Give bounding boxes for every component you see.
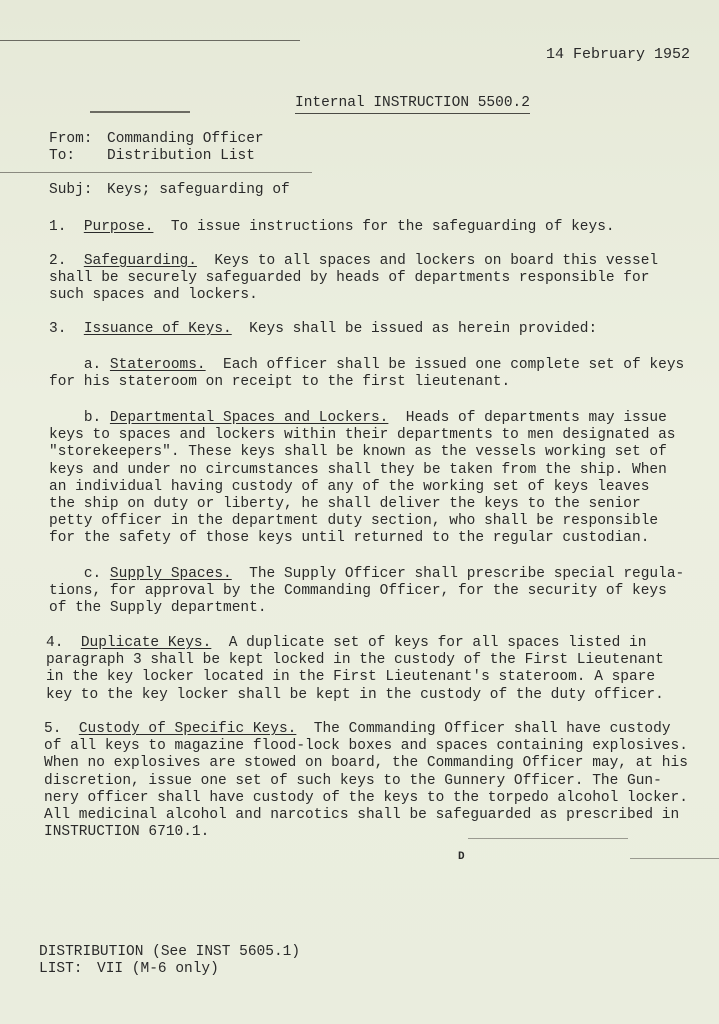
section-number: 4. — [46, 635, 64, 651]
from-line — [49, 131, 264, 148]
subsection-supply — [49, 566, 684, 618]
section-text: nery officer shall have custody of the keys to the torpedo alcohol locker. — [44, 789, 688, 806]
section-text: paragraph 3 shall be kept locked in the custody of the First Lieutenant — [46, 652, 664, 669]
section-text: key to the key locker shall be kept in the custody of the duty officer. — [46, 686, 664, 703]
section-safeguarding — [49, 253, 658, 305]
section-heading: Custody of Specific Keys. — [78, 721, 297, 737]
section-text: To issue instructions for the safeguarding of keys. — [170, 219, 615, 235]
lower-rule — [468, 838, 628, 839]
section-text: INSTRUCTION 6710.1. — [44, 824, 210, 841]
section-number: 1. — [49, 219, 67, 235]
subsection-heading: Staterooms. — [109, 357, 206, 373]
subsection-heading: Supply Spaces. — [109, 566, 232, 582]
section-number: 5. — [44, 721, 62, 737]
lower-right-rule — [630, 858, 719, 859]
subsection-text: the ship on duty or liberty, he shall deliver the keys to the senior — [49, 496, 641, 513]
list-value: VII (M-6 only) — [97, 961, 219, 977]
section-text: in the key locker located in the First Lieutenant's stateroom. A spare — [46, 669, 656, 686]
subsection-heading: Departmental Spaces and Lockers. — [109, 410, 389, 426]
to-value: Distribution List — [107, 148, 255, 164]
section-number: 2. — [49, 253, 67, 269]
subject-label: Subj: — [49, 182, 93, 198]
section-heading: Purpose. — [83, 219, 154, 235]
top-rule — [0, 40, 300, 41]
subject-value: Keys; safeguarding of — [107, 182, 290, 198]
section-text: such spaces and lockers. — [49, 287, 258, 304]
section-text: discretion, issue one set of such keys to the Gunnery Officer. The Gun- — [44, 772, 662, 789]
subsection-text: of the Supply department. — [49, 600, 267, 617]
document-date: 14 February 1952 — [546, 46, 691, 63]
subsection-text: keys to spaces and lockers within their departments to men designated as — [49, 427, 676, 444]
section-text: Keys shall be issued as herein provided: — [249, 321, 598, 337]
section-purpose — [49, 219, 615, 236]
section-text: of all keys to magazine flood-lock boxes and spaces containing explosives. — [44, 738, 688, 755]
from-value: Commanding Officer — [107, 131, 264, 147]
section-heading: Issuance of Keys. — [83, 321, 232, 337]
section-text: A duplicate set of keys for all spaces listed in — [228, 635, 647, 651]
section-custody — [44, 721, 688, 841]
subsection-text: tions, for approval by the Commanding Officer, for the security of keys — [49, 583, 667, 600]
subsection-text: keys and under no circumstances shall they be taken from the ship. When — [49, 461, 667, 478]
subsection-letter: a. — [83, 357, 102, 373]
section-heading: Duplicate Keys. — [80, 635, 212, 651]
subsection-text: for his stateroom on receipt to the first lieutenant. — [49, 374, 511, 391]
distribution-list-line — [39, 961, 219, 978]
section-duplicate-keys — [46, 635, 664, 704]
section-text: shall be securely safeguarded by heads of departments responsible for — [49, 270, 650, 287]
section-text: When no explosives are stowed on board, the Commanding Officer may, at his — [44, 755, 688, 772]
page-mark: D — [458, 851, 465, 863]
subsection-text: "storekeepers". These keys shall be known as the vessels working set of — [49, 444, 667, 461]
subsection-text: petty officer in the department duty section, who shall be responsible — [49, 513, 659, 530]
subsection-text: Heads of departments may issue — [405, 410, 667, 426]
list-label: LIST: — [39, 961, 83, 977]
section-issuance — [49, 321, 597, 338]
subsection-text: The Supply Officer shall prescribe special regula- — [249, 566, 685, 582]
distribution-line: DISTRIBUTION (See INST 5605.1) — [39, 944, 301, 960]
subsection-staterooms — [49, 357, 684, 391]
to-label: To: — [49, 148, 76, 164]
title-left-rule — [90, 111, 190, 113]
routing-divider — [0, 172, 312, 173]
section-number: 3. — [49, 321, 67, 337]
section-text: All medicinal alcohol and narcotics shall be safeguarded as prescribed in — [44, 807, 680, 824]
subsection-letter: b. — [83, 410, 102, 426]
subsection-text: an individual having custody of any of the working set of keys leaves — [49, 478, 650, 495]
section-text: Keys to all spaces and lockers on board this vessel — [214, 253, 659, 269]
subsection-letter: c. — [83, 566, 102, 582]
subsection-text: for the safety of those keys until returned to the regular custodian. — [49, 530, 650, 547]
to-line — [49, 148, 255, 165]
subsection-text: Each officer shall be issued one complete set of keys — [223, 357, 685, 373]
subject-line — [49, 182, 290, 199]
from-label: From: — [49, 131, 93, 147]
section-text: The Commanding Officer shall have custody — [313, 721, 671, 737]
document-title: Internal INSTRUCTION 5500.2 — [295, 95, 530, 114]
section-heading: Safeguarding. — [83, 253, 197, 269]
subsection-departmental — [49, 410, 676, 548]
